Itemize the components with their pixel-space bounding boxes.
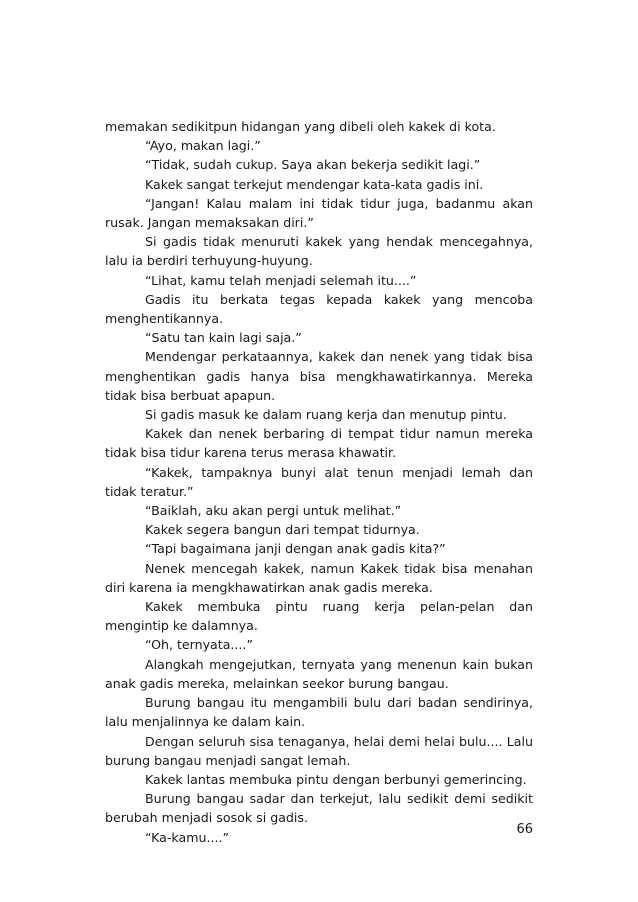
paragraph: Dengan seluruh sisa tenaganya, helai demi helai bulu.... Lalu burung bangau menjadi sangat lemah. <box>105 733 533 768</box>
paragraph: Kakek lantas membuka pintu dengan berbunyi gemerincing. <box>145 771 527 787</box>
paragraph: Alangkah mengejutkan, ternyata yang menenun kain bukan anak gadis mereka, melainkan seekor burung bangau. <box>105 656 533 691</box>
paragraph: Kakek sangat terkejut mendengar kata-kata gadis ini. <box>145 176 484 192</box>
paragraph-continuation: memakan sedikitpun hidangan yang dibeli oleh kakek di kota. <box>105 119 496 134</box>
paragraph: Kakek dan nenek berbaring di tempat tidur namun mereka tidak bisa tidur karena terus merasa khawatir. <box>105 426 533 461</box>
paragraph: “Tapi bagaimana janji dengan anak gadis kita?” <box>145 541 446 557</box>
paragraph: “Jangan! Kalau malam ini tidak tidur juga, badanmu akan rusak. Jangan memaksakan diri.” <box>105 195 533 231</box>
paragraph: Kakek segera bangun dari tempat tidurnya. <box>145 522 420 538</box>
paragraph: Burung bangau sadar dan terkejut, lalu sedikit demi sedikit berubah menjadi sosok si gadis. <box>105 791 533 826</box>
paragraph: “Kakek, tampaknya bunyi alat tenun menjadi lemah dan tidak teratur.” <box>105 464 533 499</box>
paragraph: Gadis itu berkata tegas kepada kakek yang mencoba menghentikannya. <box>105 291 533 327</box>
paragraph: Nenek mencegah kakek, namun Kakek tidak bisa menahan diri karena ia mengkhawatirkan anak gadis mereka. <box>105 560 533 595</box>
paragraph: Si gadis masuk ke dalam ruang kerja dan menutup pintu. <box>145 407 507 423</box>
paragraph: Mendengar perkataannya, kakek dan nenek yang tidak bisa menghentikan gadis hanya bisa mengkhawatirkannya. Mereka tidak bisa berbuat apapun. <box>105 349 533 403</box>
paragraph: “Baiklah, aku akan pergi untuk melihat.” <box>145 503 402 519</box>
paragraph: Si gadis tidak menuruti kakek yang hendak mencegahnya, lalu ia berdiri terhuyung-huyung. <box>105 234 533 269</box>
paragraph: “Satu tan kain lagi saja.” <box>145 330 302 346</box>
paragraph: “Lihat, kamu telah menjadi selemah itu....” <box>145 272 417 288</box>
paragraph: Kakek membuka pintu ruang kerja pelan-pelan dan mengintip ke dalamnya. <box>105 599 533 634</box>
paragraph: Burung bangau itu mengambili bulu dari badan sendirinya, lalu menjalinnya ke dalam kain. <box>105 695 533 730</box>
paragraph: “Tidak, sudah cukup. Saya akan bekerja sedikit lagi.” <box>145 157 481 173</box>
paragraph: “Oh, ternyata....” <box>145 637 253 653</box>
story-text <box>105 117 533 847</box>
page-number: 66 <box>516 822 533 837</box>
paragraph: “Ka-kamu....” <box>145 829 230 845</box>
paragraph: “Ayo, makan lagi.” <box>145 138 261 154</box>
